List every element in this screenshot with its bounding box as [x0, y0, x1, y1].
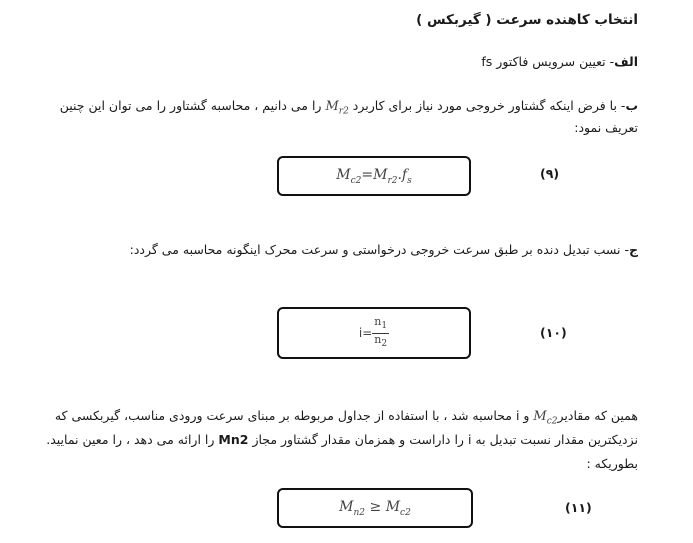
- equation-9-number: (۹): [540, 166, 560, 181]
- page-title: انتخاب کاهنده سرعت ( گیربکس ): [416, 12, 638, 28]
- equation-11-number: (۱۱): [565, 500, 592, 515]
- para-line2: نزدیکترین مقدار نسبت تبدیل به i را داراست و همزمان مقدار گشتاور مجاز Mn2 را ارائه می دهد ، را معین نمایید.: [46, 432, 638, 447]
- section-b-line2: تعریف نمود:: [574, 120, 638, 135]
- section-c: [130, 240, 638, 260]
- para-line1: همین که مقادیرM$_{c2}$ و i محاسبه شد ، با استفاده از جداول مربوطه بر مبنای سرعت ورودی مناسب، گیربکسی که: [54, 408, 638, 427]
- section-b-text-after: را می دانیم ، محاسبه گشتاور را می توان این چنین: [59, 98, 322, 113]
- section-a-text: - تعیین سرویس فاکتور fs: [481, 54, 615, 69]
- section-b-text-before: - با فرض اینکه گشتاور خروجی مورد نیاز برای کاربرد: [352, 98, 626, 113]
- equation-10-box: [277, 307, 471, 359]
- section-a-label: الف: [614, 54, 638, 69]
- mr2-symbol: $M_{r2}$: [325, 99, 349, 117]
- equation-9-box: [277, 156, 471, 196]
- section-b-label: ب: [625, 98, 638, 113]
- section-a: [481, 52, 638, 72]
- section-c-label: ج: [628, 242, 638, 257]
- section-b-line1: [60, 96, 638, 122]
- section-c-text: - نسب تبدیل دنده بر طبق سرعت خروجی درخواستی و سرعت محرک اینگونه محاسبه می گردد:: [129, 242, 629, 257]
- para-line3: بطوریکه :: [586, 456, 638, 471]
- equation-9: $M_{c2}=M_{r2}.f_s$: [336, 166, 412, 186]
- equation-10-number: (۱۰): [540, 325, 567, 340]
- equation-11-box: [277, 488, 473, 528]
- equation-10: i= $\frac{n_1}{n_2}$: [358, 315, 388, 349]
- equation-11: $M_{n2} \ge M_{c2}$: [339, 498, 411, 518]
- mc2-symbol: $M_{c2}$: [533, 409, 558, 427]
- mn2-symbol: Mn2: [218, 432, 249, 447]
